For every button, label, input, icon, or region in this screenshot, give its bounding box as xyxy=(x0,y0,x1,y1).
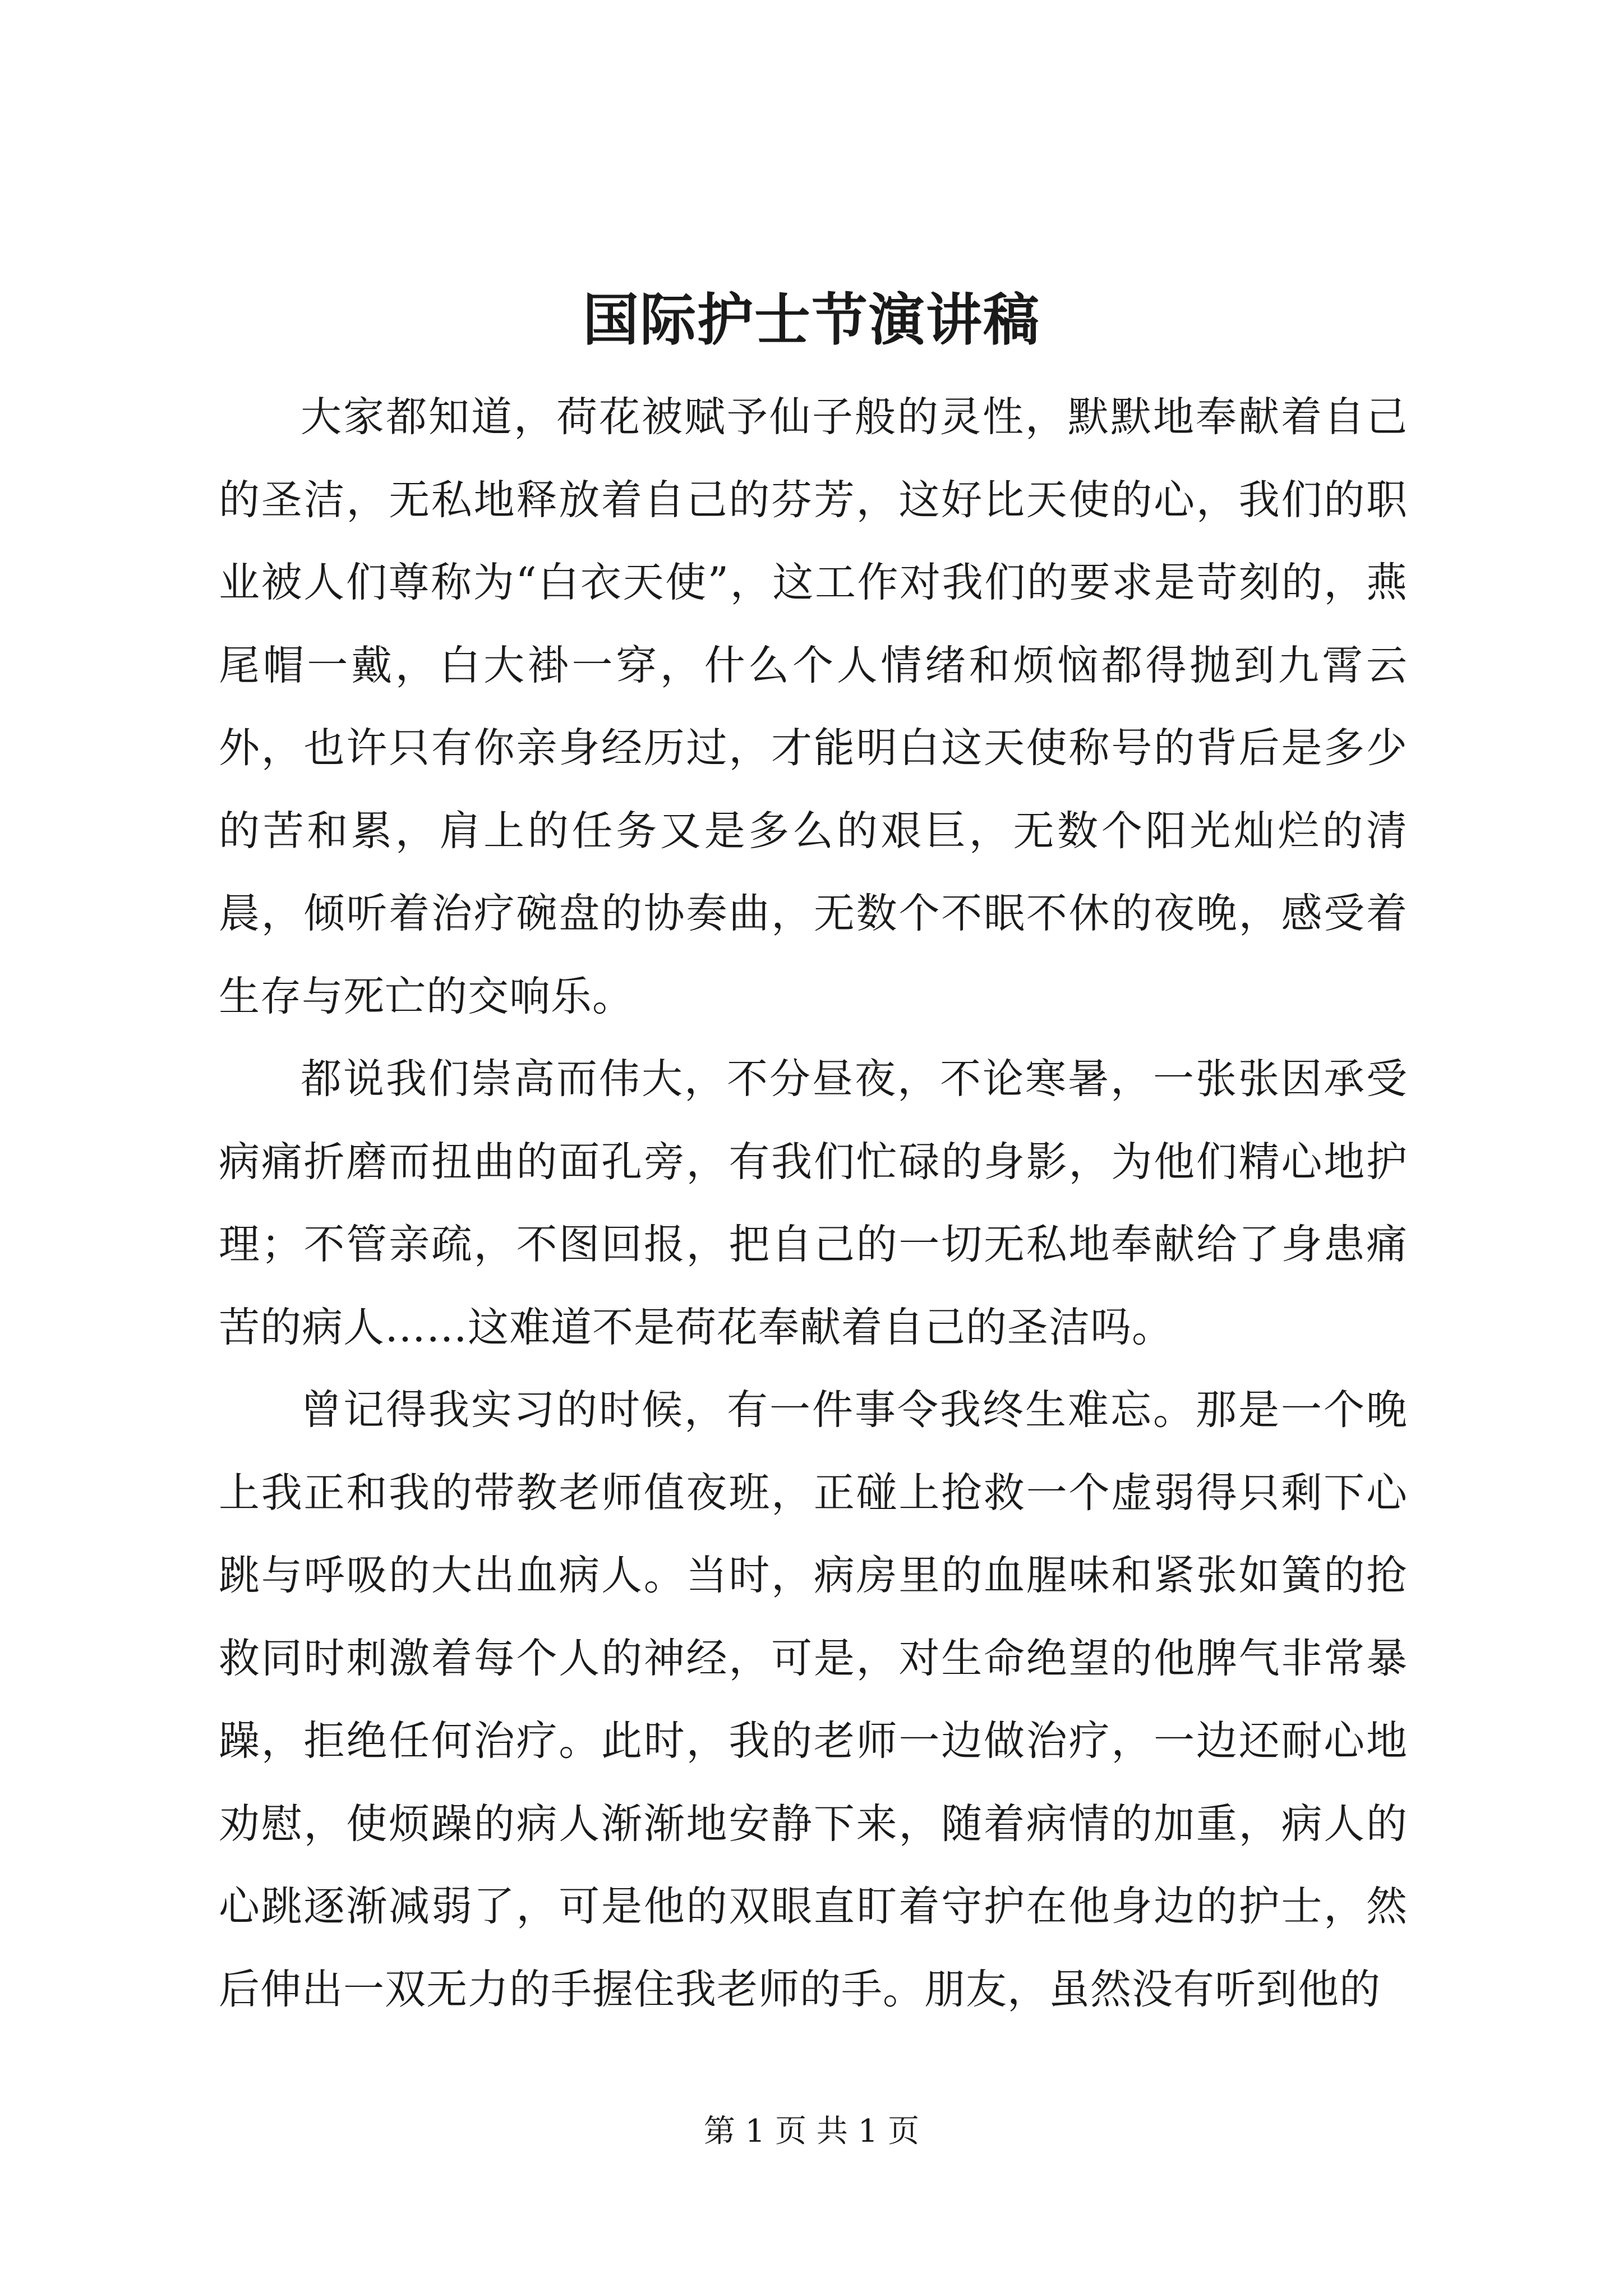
paragraph-3: 曾记得我实习的时候，有一件事令我终生难忘。那是一个晚上我正和我的带教老师值夜班，正碰上抢救一个虚弱得只剩下心跳与呼吸的大出血病人。当时，病房里的血腥味和紧张如簧的抢救同时刺激着每个人的神经，可是，对生命绝望的他脾气非常暴躁，拒绝任何治疗。此时，我的老师一边做治疗，一边还耐心地劝慰，使烦躁的病人渐渐地安静下来，随着病情的加重，病人的心跳逐渐减弱了，可是他的双眼直盯着守护在他身边的护士，然后伸出一双无力的手握住我老师的手。朋友，虽然没有听到他的 xyxy=(219,1386,1408,2013)
paragraph-2: 都说我们崇高而伟大，不分昼夜，不论寒暑，一张张因承受病痛折磨而扭曲的面孔旁，有我们忙碌的身影，为他们精心地护理；不管亲疏，不图回报，把自己的一切无私地奉献给了身患痛苦的病人……这难道不是荷花奉献着自己的圣洁吗。 xyxy=(219,1055,1408,1351)
page-footer: 第 1 页 共 1 页 xyxy=(703,2113,920,2150)
paragraph-1: 大家都知道，荷花被赋予仙子般的灵性，默默地奉献着自己的圣洁，无私地释放着自己的芬芳，这好比天使的心，我们的职业被人们尊称为“白衣天使”，这工作对我们的要求是苛刻的，燕尾帽一戴，白大褂一穿，什么个人情绪和烦恼都得抛到九霄云外，也许只有你亲身经历过，才能明白这天使称号的背后是多少的苦和累，肩上的任务又是多么的艰巨，无数个阳光灿烂的清晨，倾听着治疗碗盘的协奏曲，无数个不眠不休的夜晚，感受着生存与死亡的交响乐。 xyxy=(219,393,1408,1020)
document-body xyxy=(219,376,1408,2031)
document-title: 国际护士节演讲稿 xyxy=(583,287,1040,353)
